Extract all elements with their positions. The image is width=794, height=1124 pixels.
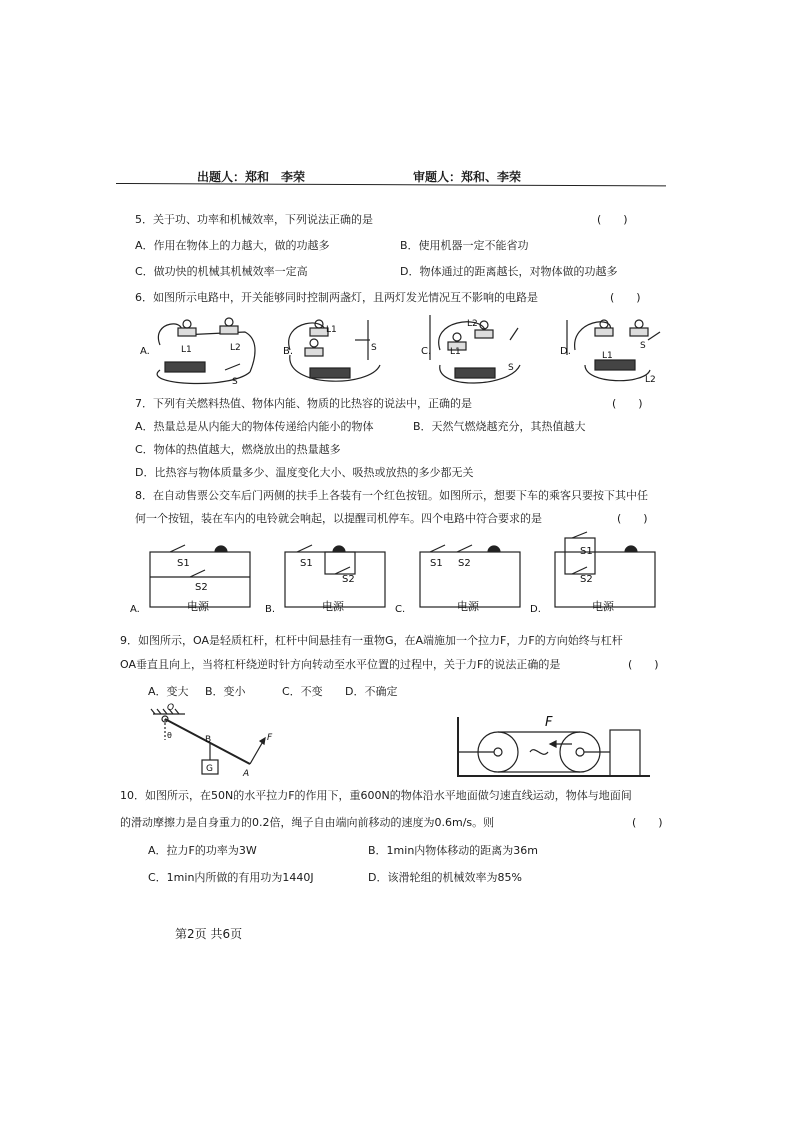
q8-figure-d: [555, 532, 655, 607]
q10-option-a: A．拉力F的功率为3W: [148, 844, 257, 857]
q8-label-a: A.: [130, 604, 140, 615]
q7-stem: 7．下列有关燃料热值、物体内能、物质的比热容的说法中，正确的是: [135, 397, 472, 410]
q6-label-a: A.: [140, 346, 150, 357]
q6-circuit-figures: [130, 310, 670, 390]
q5-stem: 5．关于功、功率和机械效率，下列说法正确的是: [135, 213, 373, 226]
q8-stem-line2: 何一个按钮，装在车内的电铃就会响起，以提醒司机停车。四个电路中符合要求的是: [135, 512, 542, 525]
q5-option-d: D．物体通过的距离越长，对物体做的功越多: [400, 265, 618, 278]
q5-option-a: A．作用在物体上的力越大，做的功越多: [135, 239, 330, 252]
q9-lever-figure: [145, 700, 285, 780]
q10-stem-line1: 10．如图所示，在50N的水平拉力F的作用下，重600N的物体沿水平地面做匀速直线运动，物体与地面间: [120, 789, 632, 802]
svg-text:L2: L2: [645, 375, 656, 385]
svg-text:B: B: [205, 735, 212, 745]
q10-stem-line2: 的滑动摩擦力是自身重力的0.2倍，绳子自由端向前移动的速度为0.6m/s。则: [120, 816, 495, 829]
q10-f-label: F: [545, 715, 553, 730]
svg-text:O: O: [167, 703, 175, 713]
svg-text:S: S: [640, 341, 646, 351]
q9-paren: ( ): [628, 658, 659, 671]
q8-paren: ( ): [617, 512, 648, 525]
q10-option-c: C．1min内所做的有用功为1440J: [148, 871, 314, 884]
q6-paren: ( ): [610, 291, 641, 304]
reviewer-line: 审题人：郑和、李荣: [413, 170, 522, 184]
q8-label-b: B.: [265, 604, 276, 615]
svg-text:S2: S2: [342, 574, 355, 585]
q8-stem-line1: 8．在自动售票公交车后门两侧的扶手上各装有一个红色按钮。如图所示，想要下车的乘客只要按下其中任: [135, 489, 648, 502]
q10-option-b: B．1min内物体移动的距离为36m: [368, 844, 538, 857]
svg-text:F: F: [267, 733, 273, 743]
q10-paren: ( ): [632, 816, 663, 829]
page-number: 第2页 共6页: [175, 927, 243, 941]
q5-option-b: B．使用机器一定不能省功: [400, 239, 529, 252]
svg-text:A: A: [243, 769, 250, 779]
svg-text:L1: L1: [602, 351, 613, 361]
author-line: 出题人：郑和 李荣: [197, 170, 306, 184]
q9-option-d: D．不确定: [345, 685, 398, 698]
svg-text:G: G: [206, 764, 213, 774]
q8-figure-c: [420, 545, 520, 607]
q7-option-d: D．比热容与物体质量多少、温度变化大小、吸热或放热的多少都无关: [135, 466, 474, 479]
q7-option-a: A．热量总是从内能大的物体传递给内能小的物体: [135, 420, 374, 433]
svg-text:S1: S1: [300, 558, 313, 569]
q7-option-b: B．天然气燃烧越充分，其热值越大: [413, 420, 586, 433]
q5-paren: ( ): [597, 213, 628, 226]
svg-text:电源: 电源: [457, 600, 479, 613]
q6-figure-d: [567, 320, 660, 381]
svg-text:S1: S1: [580, 546, 593, 557]
q10-option-d: D．该滑轮组的机械效率为85%: [368, 871, 522, 884]
q8-label-d: D.: [530, 604, 541, 615]
svg-text:S: S: [232, 377, 238, 387]
svg-text:S2: S2: [458, 558, 471, 569]
svg-text:S1: S1: [430, 558, 443, 569]
q6-stem: 6．如图所示电路中，开关能够同时控制两盏灯，且两灯发光情况互不影响的电路是: [135, 291, 538, 304]
svg-text:L2: L2: [467, 319, 478, 329]
q8-circuit-figures: [125, 530, 665, 620]
q8-figure-b: [285, 545, 385, 607]
svg-text:θ: θ: [167, 731, 172, 740]
q8-figure-a: [150, 545, 250, 607]
q10-pulley-figure: [450, 712, 660, 782]
svg-text:S: S: [508, 363, 514, 373]
q7-paren: ( ): [612, 397, 643, 410]
q7-option-c: C．物体的热值越大，燃烧放出的热量越多: [135, 443, 341, 456]
q6-label-d: D.: [560, 346, 571, 357]
svg-text:电源: 电源: [187, 600, 209, 613]
q9-stem-line1: 9．如图所示，OA是轻质杠杆，杠杆中间悬挂有一重物G，在A端施加一个拉力F，力F的方向始终与杠杆: [120, 634, 623, 647]
q9-option-c: C．不变: [282, 685, 323, 698]
svg-text:S2: S2: [195, 582, 208, 593]
svg-text:电源: 电源: [322, 600, 344, 613]
q9-option-b: B．变小: [205, 685, 246, 698]
q9-option-a: A．变大: [148, 685, 189, 698]
q9-stem-line2: OA垂直且向上，当将杠杆绕逆时针方向转动至水平位置的过程中，关于力F的说法正确的是: [120, 658, 561, 671]
svg-text:S: S: [371, 343, 377, 353]
svg-text:L1: L1: [326, 325, 337, 335]
q5-option-c: C．做功快的机械其机械效率一定高: [135, 265, 308, 278]
q6-label-b: B.: [283, 346, 294, 357]
svg-text:L1: L1: [181, 345, 192, 355]
q8-label-c: C.: [395, 604, 406, 615]
svg-text:S1: S1: [177, 558, 190, 569]
svg-text:电源: 电源: [592, 600, 614, 613]
svg-text:L1: L1: [450, 347, 461, 357]
q6-label-c: C.: [421, 346, 432, 357]
svg-text:S2: S2: [580, 574, 593, 585]
svg-text:L2: L2: [230, 343, 241, 353]
